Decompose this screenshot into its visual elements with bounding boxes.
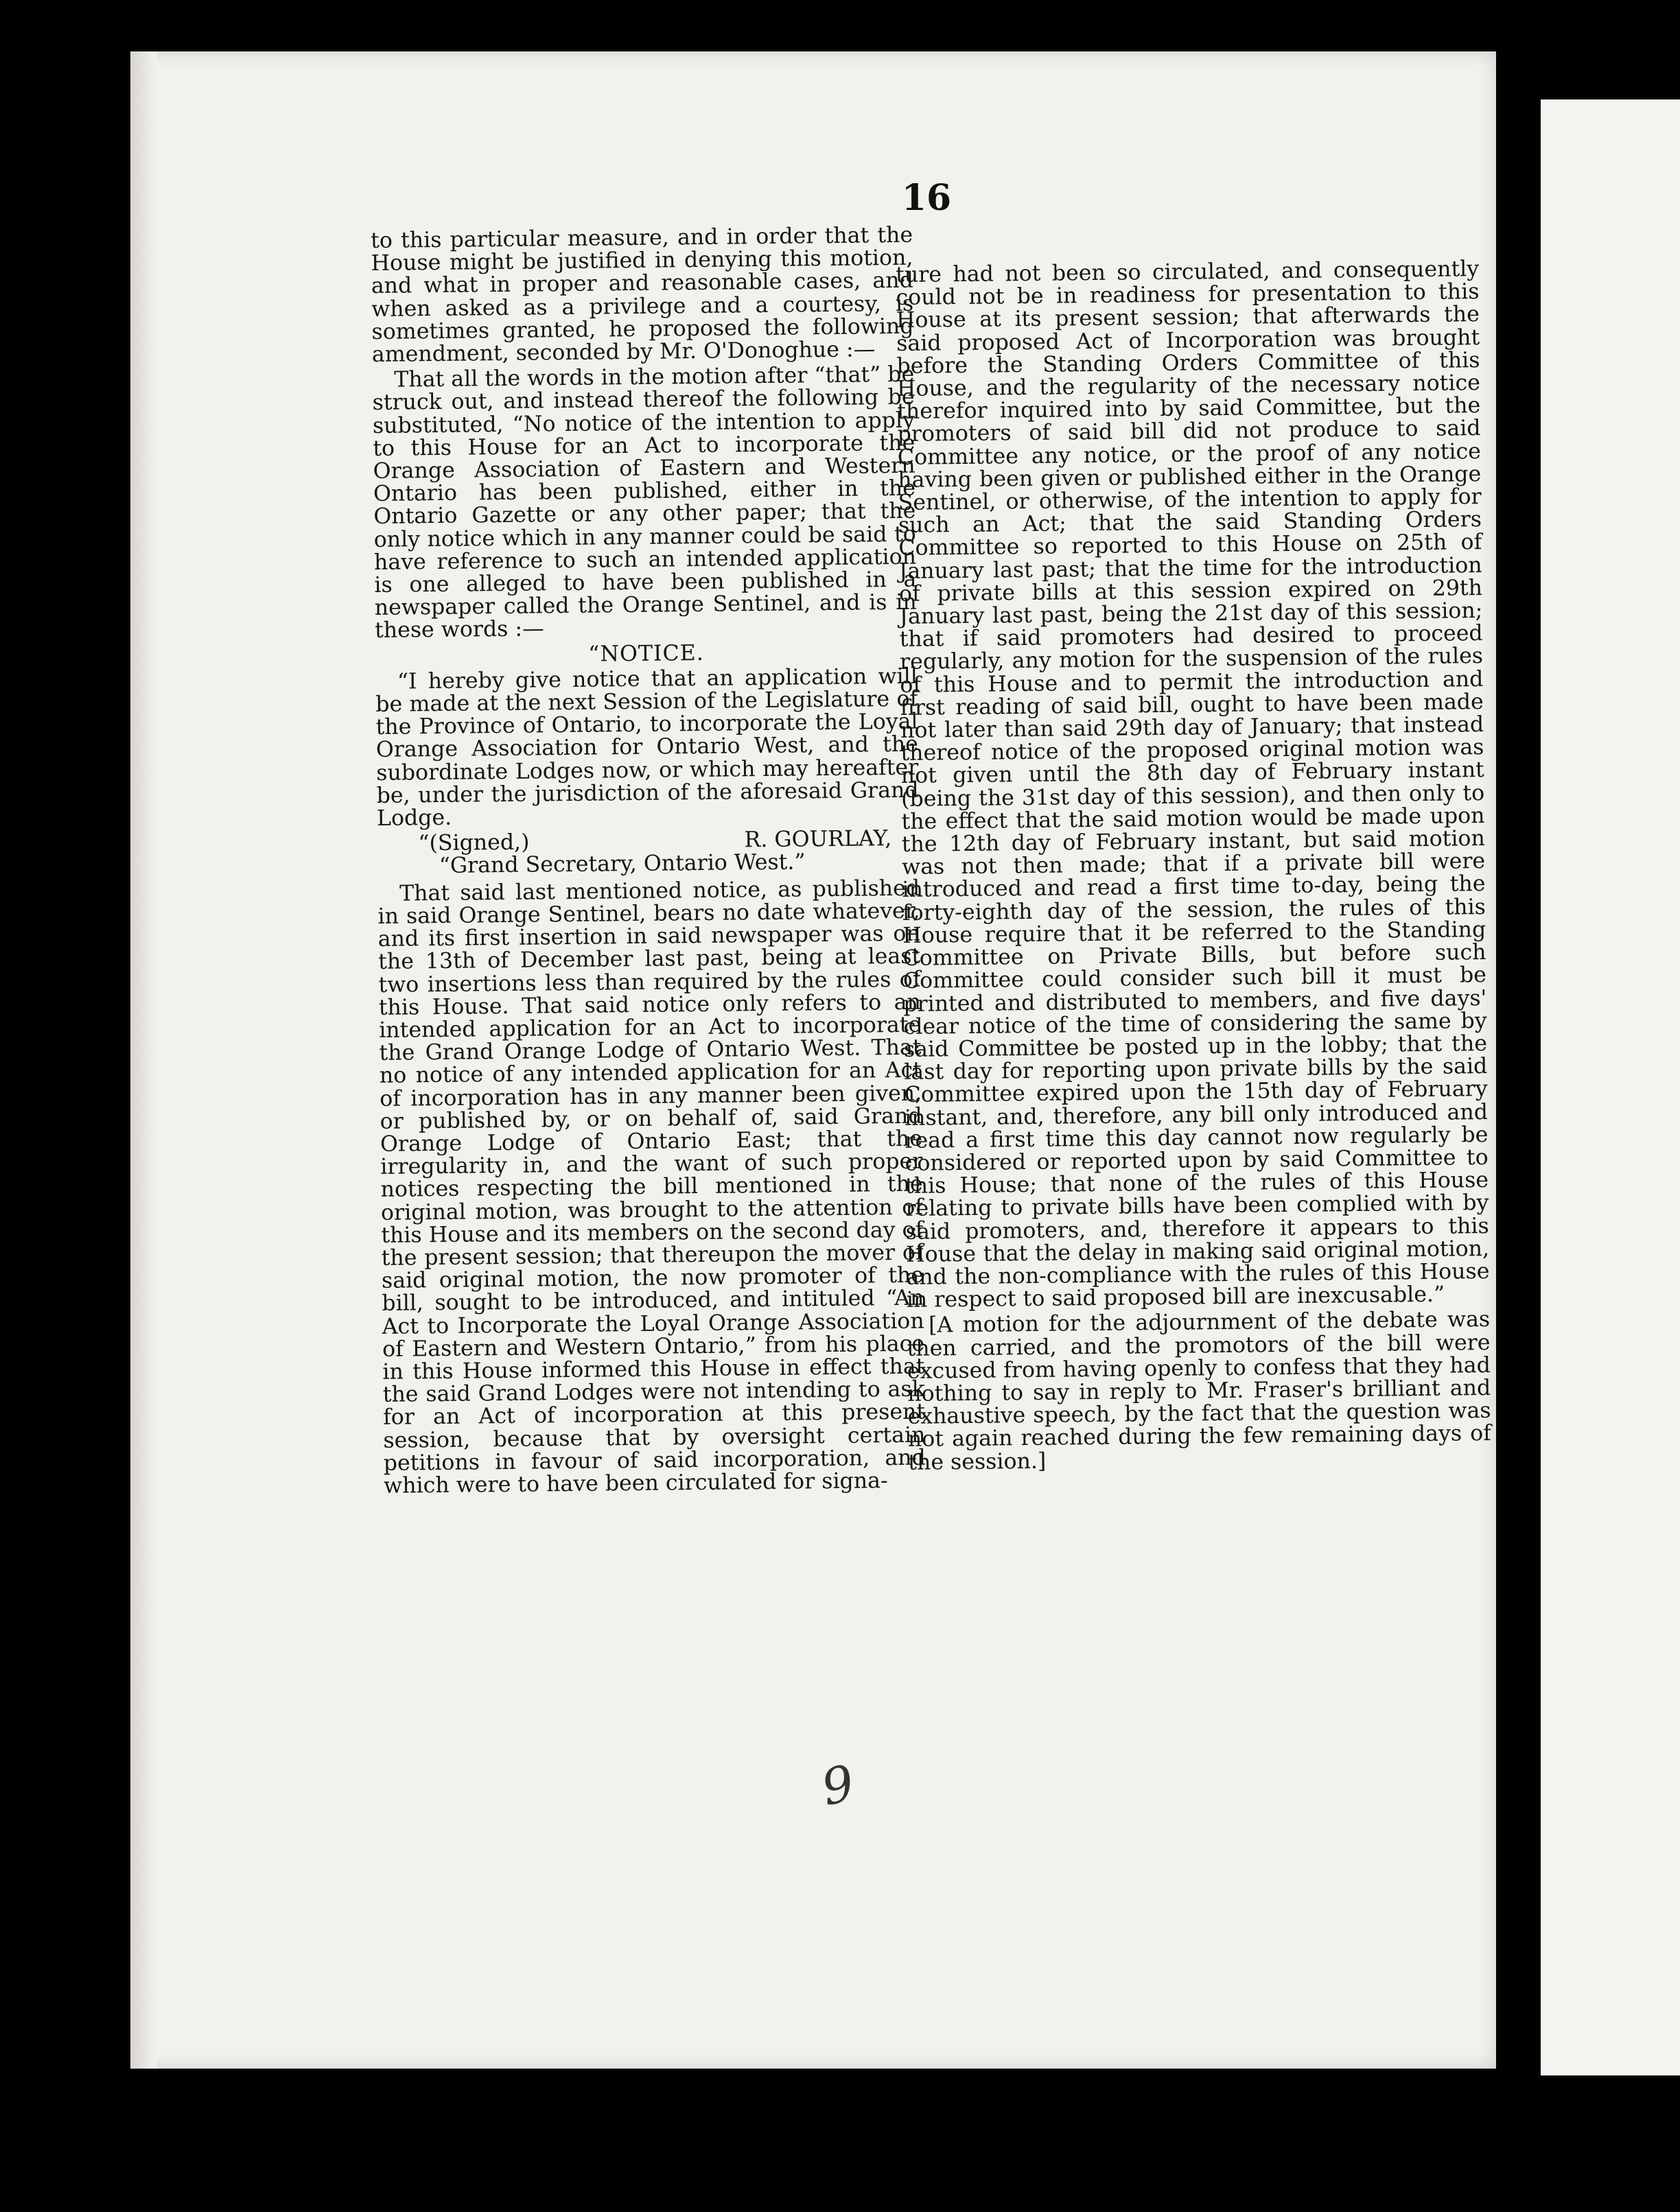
left-column xyxy=(371,224,926,1501)
page-number: 16 xyxy=(901,177,952,219)
pencil-mark: 9 xyxy=(816,1754,860,1817)
amendment-paragraph: That all the words in the motion after “that” be struck out, and instead thereof the following be substituted, “No notice of the intention to apply to this House for an Act to incorporate the Orange Association of Eastern and Western Ontario has been published, either in the Ontario Gazette or any other paper; that the only notice which in any manner could be said to have reference to such an intended application is one alleged to have been published in a newspaper called the Orange Sentinel, and is in these words :— xyxy=(372,362,917,644)
notice-text: “I hereby give notice that an application will be made at the next Session of the Legislature of the Province of Ontario, to incorporate the Loyal Orange Association for Ontario West, and the subordinate Lodges now, or which may hereafter be, under the jurisdiction of the aforesaid Grand Lodge. xyxy=(375,663,919,832)
right-paragraph-1: ture had not been so circulated, and consequently could not be in readiness for presentation to this House at its present session; that afterwards the said proposed Act of Incorporation was brought before the Standing Orders Committee of this House, and the regularity of the necessary notice therefor inquired into by said Committee, but the promoters of said bill did not produce to said Committee any notice, or the proof of any notice having been given or published either in the Orange Sentinel, or otherwise, of the intention to apply for such an Act; that the said Standing Orders Committee so reported to this House on 25th of January last past; that the time for the introduction of private bills at this session expired on 29th January last past, being the 21st day of this session; that if said promoters had desired to proceed regularly, any motion for the suspension of the rules of this House and to permit the introduction and first reading of said bill, ought to have been made not later than said 29th day of January; that instead thereof notice of the proposed original motion was not given until the 8th day of February instant (being the 31st day of this session), and then only to the effect that the said motion would be made upon the 12th day of February instant, but said motion was not then made; that if a private bill were introduced and read a first time to-day, being the forty-eighth day of the session, the rules of this House require that it be referred to the Standing Committee on Private Bills, but before such Committee could consider such bill it must be printed and distributed to members, and five days' clear notice of the time of considering the same by said Committee be posted up in the lobby; that the last day for reporting upon private bills by the said Committee expired upon the 15th day of February instant, and, therefore, any bill only introduced and read a first time this day cannot now regularly be considered or reported upon by said Committee to this House; that none of the rules of this House relating to private bills have been complied with by said promoters, and, therefore it appears to this House that the delay in making said original motion, and the non-compliance with the rules of this House in respect to said proposed bill are inexcusable.” xyxy=(895,257,1490,1313)
page-edge xyxy=(130,51,156,2069)
signed-name: R. GOURLAY, xyxy=(744,826,892,853)
signed-title: “Grand Secretary, Ontario West.” xyxy=(439,849,806,879)
signed-label: “(Signed,) xyxy=(418,830,530,856)
adjacent-page xyxy=(1541,99,1680,2075)
notice-heading: “NOTICE. xyxy=(588,640,704,667)
left-paragraph-1: to this particular measure, and in order that the House might be justified in denying this motion, and what in proper and reasonable cases, and when asked as a privilege and a courtesy, is sometimes granted, he proposed the following amendment, seconded by Mr. O'Donoghue :— xyxy=(370,222,914,368)
right-column xyxy=(896,258,1491,1477)
right-paragraph-2: [A motion for the adjournment of the debate was then carried, and the promotors of the bill were excused from having openly to confess that they had nothing to say in reply to Mr. Fraser's brilliant and exhaustive speech, by the fact that the question was not again reached during the few remaining days of the session.] xyxy=(907,1307,1492,1475)
left-paragraph-4: That said last mentioned notice, as published in said Orange Sentinel, bears no date whatever, and its first insertion in said newspaper was on the 13th of December last past, being at least two insertions less than required by the rules of this House. That said notice only refers to an intended application for an Act to incorporate the Grand Orange Lodge of Ontario West. That no notice of any intended application for an Act of incorporation has in any manner been given, or published by, or on behalf of, said Grand Orange Lodge of Ontario East; that the irregularity in, and the want of such proper notices respecting the bill mentioned in the original motion, was brought to the attention of this House and its members on the second day of the present session; that thereupon the mover of said original motion, the now promoter of the bill, sought to be introduced, and intituled “An Act to Incorporate the Loyal Orange Association of Eastern and Western Ontario,” from his place in this House informed this House in effect that the said Grand Lodges were not intending to ask for an Act of incorporation at this present session, because that by oversight certain petitions in favour of said incorporation, and which were to have been circulated for signa- xyxy=(377,875,926,1498)
